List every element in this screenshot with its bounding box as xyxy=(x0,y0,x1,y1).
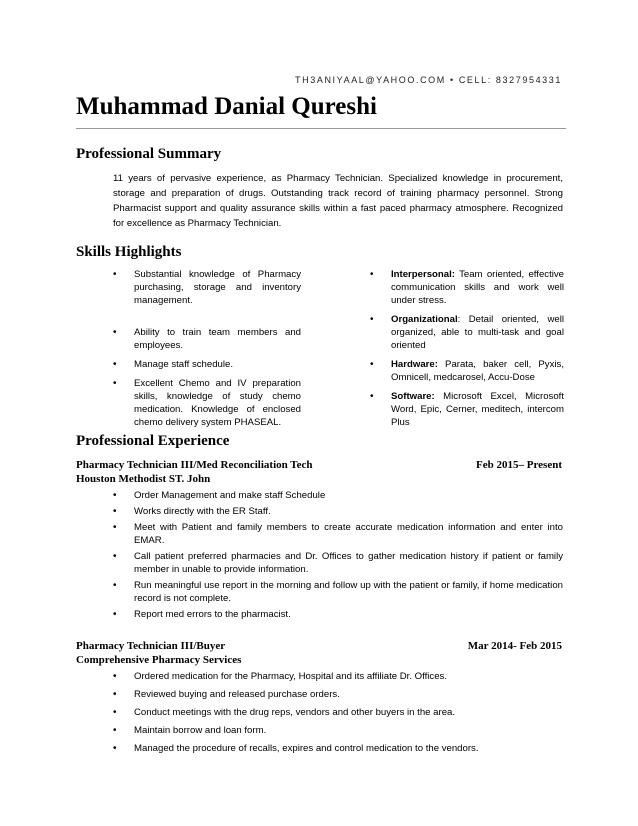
duty-item: • Maintain borrow and loan form. xyxy=(113,724,563,737)
skill-text: Microsoft Excel, Microsoft Word, Epic, Cerner, meditech, intercom Plus xyxy=(391,391,564,428)
duty-item: • Conduct meetings with the drug reps, vendors and other buyers in the area. xyxy=(113,706,563,719)
duty-item: • Meet with Patient and family members to create accurate medication information and enter into EMAR. xyxy=(113,521,563,547)
duty-item: • Reviewed buying and released purchase orders. xyxy=(113,688,563,701)
job-company: Houston Methodist ST. John xyxy=(76,473,211,485)
duty-item: • Works directly with the ER Staff. xyxy=(113,505,563,518)
skill-label: Software: xyxy=(391,391,435,402)
skill-text: : Detail oriented, well organized, able to multi-task and goal oriented xyxy=(391,314,564,351)
duty-item: • Ordered medication for the Pharmacy, Hospital and its affiliate Dr. Offices. xyxy=(113,670,563,683)
duty-item: • Report med errors to the pharmacist. xyxy=(113,608,563,621)
duty-item: • Call patient preferred pharmacies and Dr. Offices to gather medication history if patient or family member in unable to provide information. xyxy=(113,550,563,576)
summary-heading: Professional Summary xyxy=(76,146,222,162)
skill-item: • Manage staff schedule. xyxy=(113,358,301,371)
skill-text: Team oriented, effective communication skills and work well under stress. xyxy=(391,269,564,306)
job-company: Comprehensive Pharmacy Services xyxy=(76,654,242,666)
job-dates: Mar 2014- Feb 2015 xyxy=(467,640,562,652)
skill-item: • Substantial knowledge of Pharmacy purchasing, storage and inventory management. xyxy=(113,268,301,307)
candidate-name: Muhammad Danial Qureshi xyxy=(76,93,377,120)
skill-item-interpersonal xyxy=(370,268,564,307)
skills-right-list xyxy=(370,268,564,429)
skill-item: • Excellent Chemo and IV preparation skills, knowledge of study chemo medication. Knowledge of enclosed chemo delivery system PHASEAL. xyxy=(113,377,301,429)
job-dates: Feb 2015– Present xyxy=(476,459,562,471)
skills-heading: Skills Highlights xyxy=(76,244,182,260)
duty-item: • Managed the procedure of recalls, expires and control medication to the vendors. xyxy=(113,742,563,755)
skill-label: Interpersonal: xyxy=(391,269,455,280)
header-divider xyxy=(76,128,566,129)
skill-label: Organizational xyxy=(391,314,458,325)
skill-item-hardware xyxy=(370,358,564,384)
duty-item: • Order Management and make staff Schedule xyxy=(113,489,563,502)
duty-item: • Run meaningful use report in the morning and follow up with the patient or family, if home medication record is not complete. xyxy=(113,579,563,605)
skill-item-software xyxy=(370,390,564,429)
skill-item: • Ability to train team members and employees. xyxy=(113,326,301,352)
job-title: Pharmacy Technician III/Buyer xyxy=(76,640,226,652)
contact-line: TH3ANIYAAL@YAHOO.COM • CELL: 8327954331 xyxy=(295,75,562,85)
skill-label: Hardware: xyxy=(391,359,438,370)
job-duties-list xyxy=(113,489,563,621)
skills-left-list xyxy=(113,268,301,429)
summary-text: 11 years of pervasive experience, as Pharmacy Technician. Specialized knowledge in procurement, storage and preparation of drugs. Outstanding track record of training pharmacy personnel. Strong Pharmacist support and quality assurance skills within a fast paced pharmacy atmosphere. Recognized for excellence as Pharmacy Technician. xyxy=(113,173,563,229)
job-duties-list xyxy=(113,670,563,755)
skill-item-organizational xyxy=(370,313,564,352)
skill-text: Parata, baker cell, Pyxis, Omnicell, medcarosel, Accu-Dose xyxy=(391,359,564,383)
experience-heading: Professional Experience xyxy=(76,433,230,449)
job-title: Pharmacy Technician III/Med Reconciliation Tech xyxy=(76,459,313,471)
